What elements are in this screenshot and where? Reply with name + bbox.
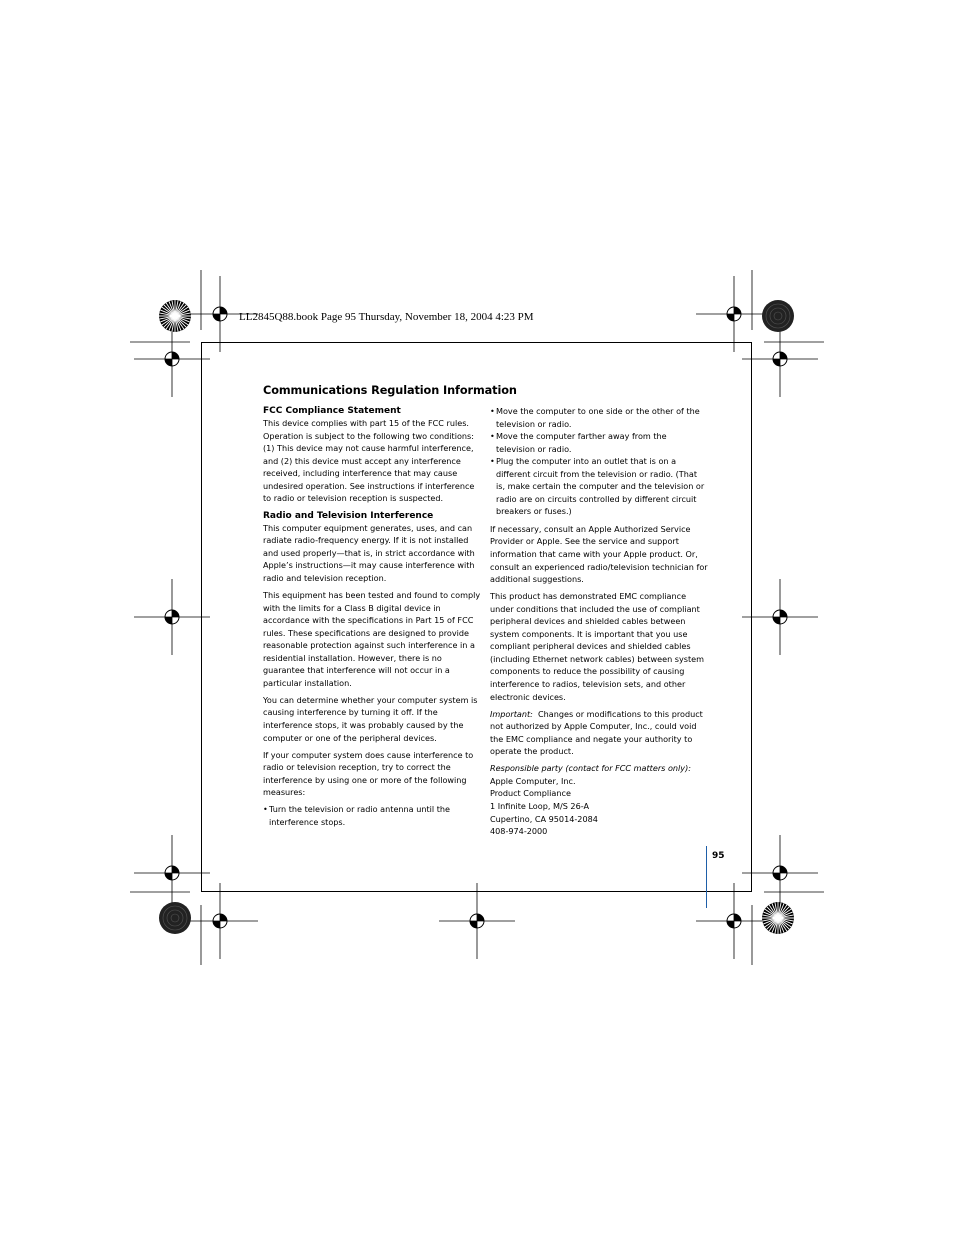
page-number: 95 bbox=[712, 851, 725, 861]
page-title: Communications Regulation Information bbox=[263, 384, 517, 397]
radio-heading: Radio and Television Interference bbox=[263, 510, 434, 521]
service-paragraph: If necessary, consult an Apple Authorized Service Provider or Apple. See the service and support information that came with your Apple product. Or, consult an experienced radio/television technician for additional suggestions. bbox=[490, 523, 708, 585]
print-slug: LL2845Q88.book Page 95 Thursday, November 18, 2004 4:23 PM bbox=[239, 311, 534, 323]
list-item: • Plug the computer into an outlet that is on a different circuit from the television or radio. (That is, make certain the computer and the television or radio are on circuits controlled by different circuit breakers or fuses.) bbox=[490, 455, 708, 518]
radio-paragraph-1: This computer equipment generates, uses, and can radiate radio-frequency energy. If it is not installed and used properly—that is, in strict accordance with Apple’s instructions—it may cause interference with radio and television reception. bbox=[263, 522, 475, 584]
address-line: Cupertino, CA 95014-2084 bbox=[490, 813, 598, 824]
list-item: • Move the computer farther away from the television or radio. bbox=[490, 430, 708, 455]
list-item: • Move the computer to one side or the other of the television or radio. bbox=[490, 405, 708, 430]
right-column bbox=[490, 405, 708, 838]
address-line: 1 Infinite Loop, M/S 26-A bbox=[490, 801, 589, 811]
address-line: Product Compliance bbox=[490, 788, 571, 799]
address-line: 408-974-2000 bbox=[490, 826, 548, 837]
radio-paragraph-4: If your computer system does cause interference to radio or television reception, try to correct the interference by using one or more of the following measures: bbox=[263, 749, 474, 798]
fcc-text: This device complies with part 15 of the FCC rules. Operation is subject to the following two conditions: (1) This device may not cause harmful interference, and (2) this device must accept any interference received, including interference that may cause undesired operation. See instructions if interference to radio or television reception is suspected. bbox=[263, 418, 475, 504]
left-column bbox=[263, 405, 481, 828]
radio-paragraph-2: This equipment has been tested and found to comply with the limits for a Class B digital device in accordance with the specifications in Part 15 of FCC rules. These specifications are designed to provide reasonable protection against such interference in a residential installation. However, there is no guarantee that interference will not occur in a particular installation. bbox=[263, 590, 481, 688]
important-label: Important: bbox=[490, 708, 533, 719]
measures-list-left bbox=[263, 803, 481, 828]
list-item: • Turn the television or radio antenna until the interference stops. bbox=[263, 803, 481, 828]
page-number-rule bbox=[706, 846, 707, 908]
measures-list-right bbox=[490, 405, 708, 518]
important-paragraph bbox=[490, 708, 708, 758]
important-text: Changes or modifications to this product not authorized by Apple Computer, Inc., could void the EMC compliance and negate your authority to operate the product. bbox=[490, 708, 703, 757]
responsible-party: Responsible party (contact for FCC matters only): bbox=[490, 763, 691, 774]
radio-paragraph-3: You can determine whether your computer system is causing interference by turning it off. If the interference stops, it was probably caused by the computer or one of the peripheral devices. bbox=[263, 694, 478, 743]
address-line: Apple Computer, Inc. bbox=[490, 775, 576, 786]
fcc-heading: FCC Compliance Statement bbox=[263, 406, 401, 416]
address-block bbox=[490, 775, 708, 838]
emc-paragraph: This product has demonstrated EMC compliance under conditions that included the use of compliant peripheral devices and shielded cables between system components. It is important that you use compliant peripheral devices and shielded cables (including Ethernet network cables) between system components to reduce the possibility of causing interference to radios, television sets, and other electronic devices. bbox=[490, 591, 705, 702]
